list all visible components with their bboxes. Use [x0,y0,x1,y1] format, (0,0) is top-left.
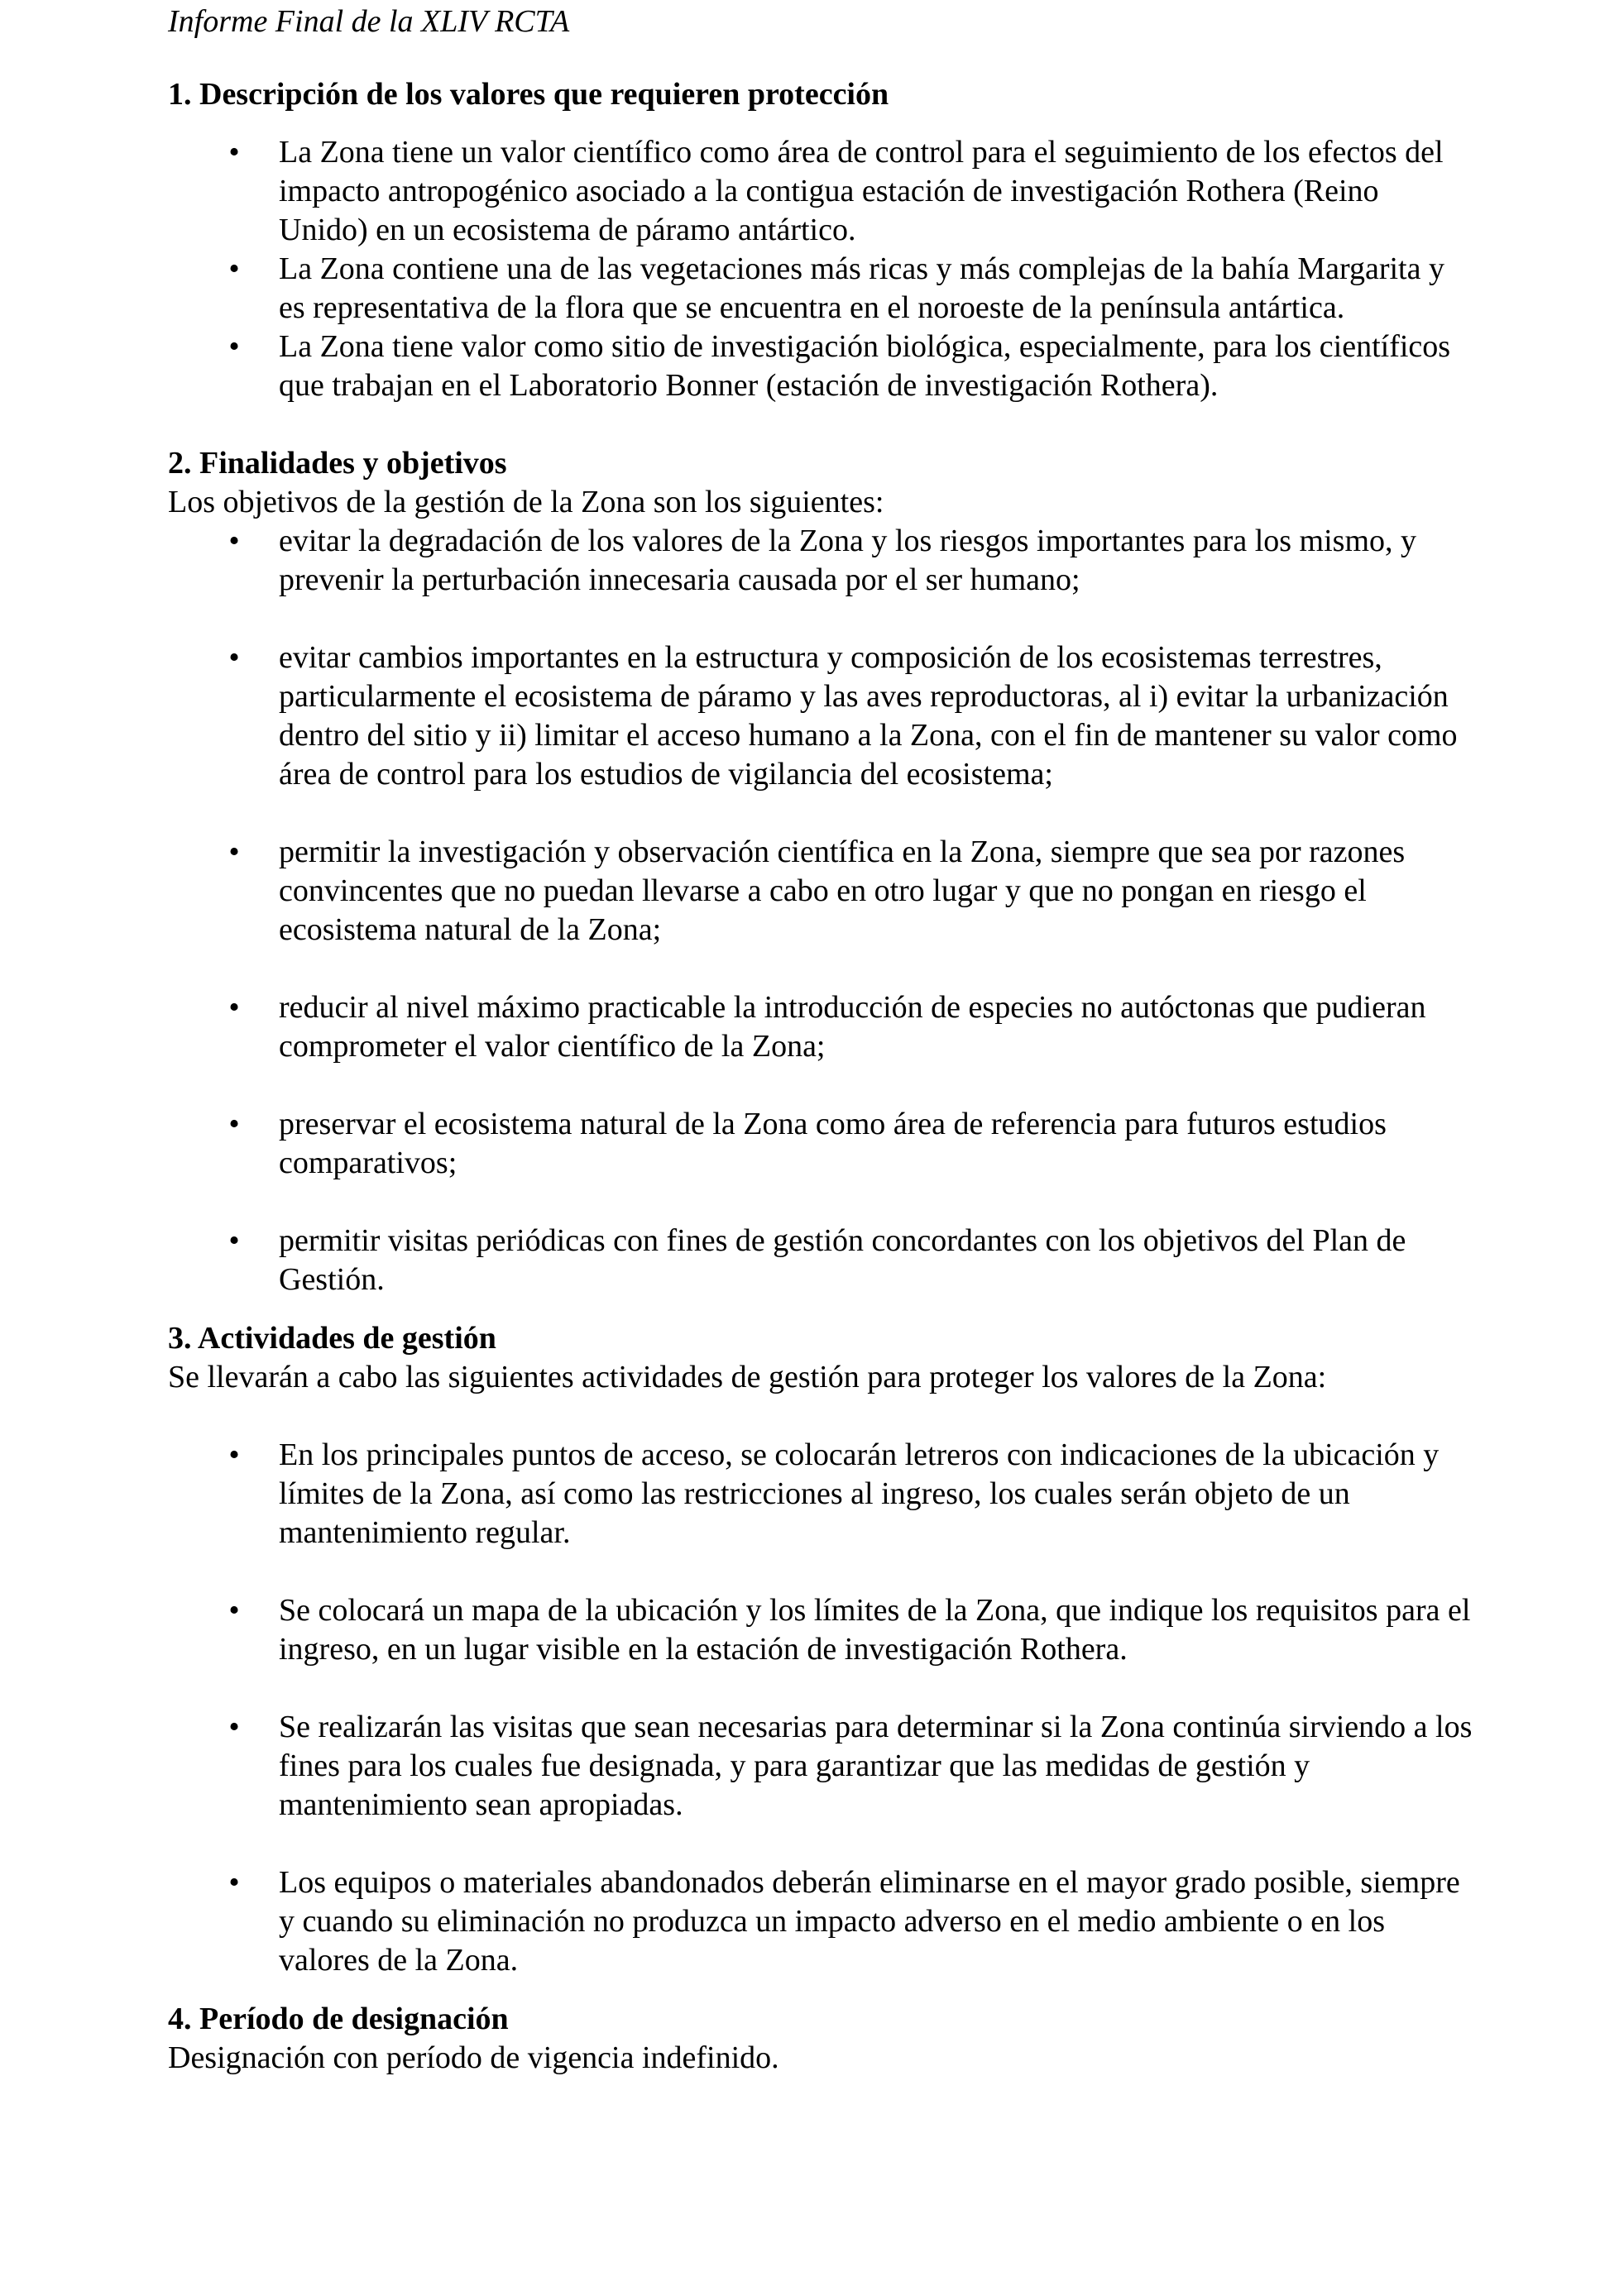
section-heading: 2. Finalidades y objetivos [168,446,507,481]
section-valores [168,75,1475,405]
bullet-icon: • [228,835,240,869]
document-body [168,75,1475,2078]
section-objetivos [168,444,1475,1299]
bullet-icon: • [228,1223,240,1258]
list-item-text: evitar la degradación de los valores de la Zona y los riesgos importantes para los mismo, y prevenir la perturbación innecesaria causada por el ser humano; [279,524,1417,597]
running-header: Informe Final de la XLIV RCTA [168,4,570,39]
list-item-text: Se colocará un mapa de la ubicación y los límites de la Zona, que indique los requisitos para el ingreso, en un lugar visible en la estación de investigación Rothera. [279,1593,1471,1667]
list-item [168,1105,1475,1183]
list-item [168,1222,1475,1299]
list-item [168,1863,1475,1980]
bullet-icon: • [228,1107,240,1141]
section-periodo [168,2000,1475,2078]
section-heading: 1. Descripción de los valores que requieren protección [168,77,889,112]
list-item [168,133,1475,250]
section-intro: Los objetivos de la gestión de la Zona son los siguientes: [168,485,884,519]
bullet-icon: • [228,1437,240,1472]
bullet-icon: • [228,524,240,558]
list-item-text: permitir visitas periódicas con fines de gestión concordantes con los objetivos del Plan de Gestión. [279,1223,1406,1297]
list-item-text: permitir la investigación y observación científica en la Zona, siempre que sea por razones convincentes que no puedan llevarse a cabo en otro lugar y que no pongan en riesgo el ecosistema natural de la Zona; [279,835,1406,947]
bullet-icon: • [228,1710,240,1744]
bullet-icon: • [228,640,240,675]
list-item [168,1436,1475,1552]
bullet-list [168,133,1475,405]
list-item [168,833,1475,949]
bullet-icon: • [228,990,240,1025]
list-item-text: Se realizarán las visitas que sean necesarias para determinar si la Zona continúa sirviendo a los fines para los cuales fue designada, y para garantizar que las medidas de gestión y mantenimiento sean apropiadas. [279,1710,1473,1822]
list-item [168,1708,1475,1825]
bullet-list [168,1436,1475,1980]
bullet-icon: • [228,135,240,170]
section-heading: 4. Período de designación [168,2002,509,2036]
section-text: Designación con período de vigencia indefinido. [168,2040,779,2075]
list-item-text: evitar cambios importantes en la estructura y composición de los ecosistemas terrestres, particularmente el ecosistema de páramo y las aves reproductoras, al i) evitar la urbanización dentro del sitio y ii) limitar el acceso humano a la Zona, con el fin de mantener su valor como área de control para los estudios de vigilancia del ecosistema; [279,640,1458,792]
list-item [168,328,1475,405]
bullet-list [168,522,1475,1299]
list-item-text: Los equipos o materiales abandonados deberán eliminarse en el mayor grado posible, siempre y cuando su eliminación no produzca un impacto adverso en el medio ambiente o en los valores de la Zona. [279,1865,1460,1978]
list-item [168,1591,1475,1669]
section-actividades [168,1319,1475,1980]
bullet-icon: • [228,1593,240,1628]
bullet-icon: • [228,1865,240,1900]
list-item-text: reducir al nivel máximo practicable la introducción de especies no autóctonas que pudieran comprometer el valor científico de la Zona; [279,990,1426,1064]
list-item-text: preservar el ecosistema natural de la Zona como área de referencia para futuros estudios comparativos; [279,1107,1387,1180]
section-intro: Se llevarán a cabo las siguientes actividades de gestión para proteger los valores de la Zona: [168,1360,1327,1394]
list-item [168,522,1475,600]
list-item [168,639,1475,794]
list-item-text: La Zona tiene valor como sitio de investigación biológica, especialmente, para los científicos que trabajan en el Laboratorio Bonner (estación de investigación Rothera). [279,329,1451,403]
bullet-icon: • [228,251,240,286]
list-item-text: La Zona tiene un valor científico como área de control para el seguimiento de los efectos del impacto antropogénico asociado a la contigua estación de investigación Rothera (Reino Unido) en un ecosistema de páramo antártico. [279,135,1444,247]
list-item [168,250,1475,328]
list-item-text: La Zona contiene una de las vegetaciones más ricas y más complejas de la bahía Margarita y es representativa de la flora que se encuentra en el noroeste de la península antártica. [279,251,1444,325]
section-heading: 3. Actividades de gestión [168,1321,496,1356]
list-item-text: En los principales puntos de acceso, se colocarán letreros con indicaciones de la ubicación y límites de la Zona, así como las restricciones al ingreso, los cuales serán objeto de un mantenimiento regular. [279,1437,1440,1550]
list-item [168,988,1475,1066]
bullet-icon: • [228,329,240,364]
